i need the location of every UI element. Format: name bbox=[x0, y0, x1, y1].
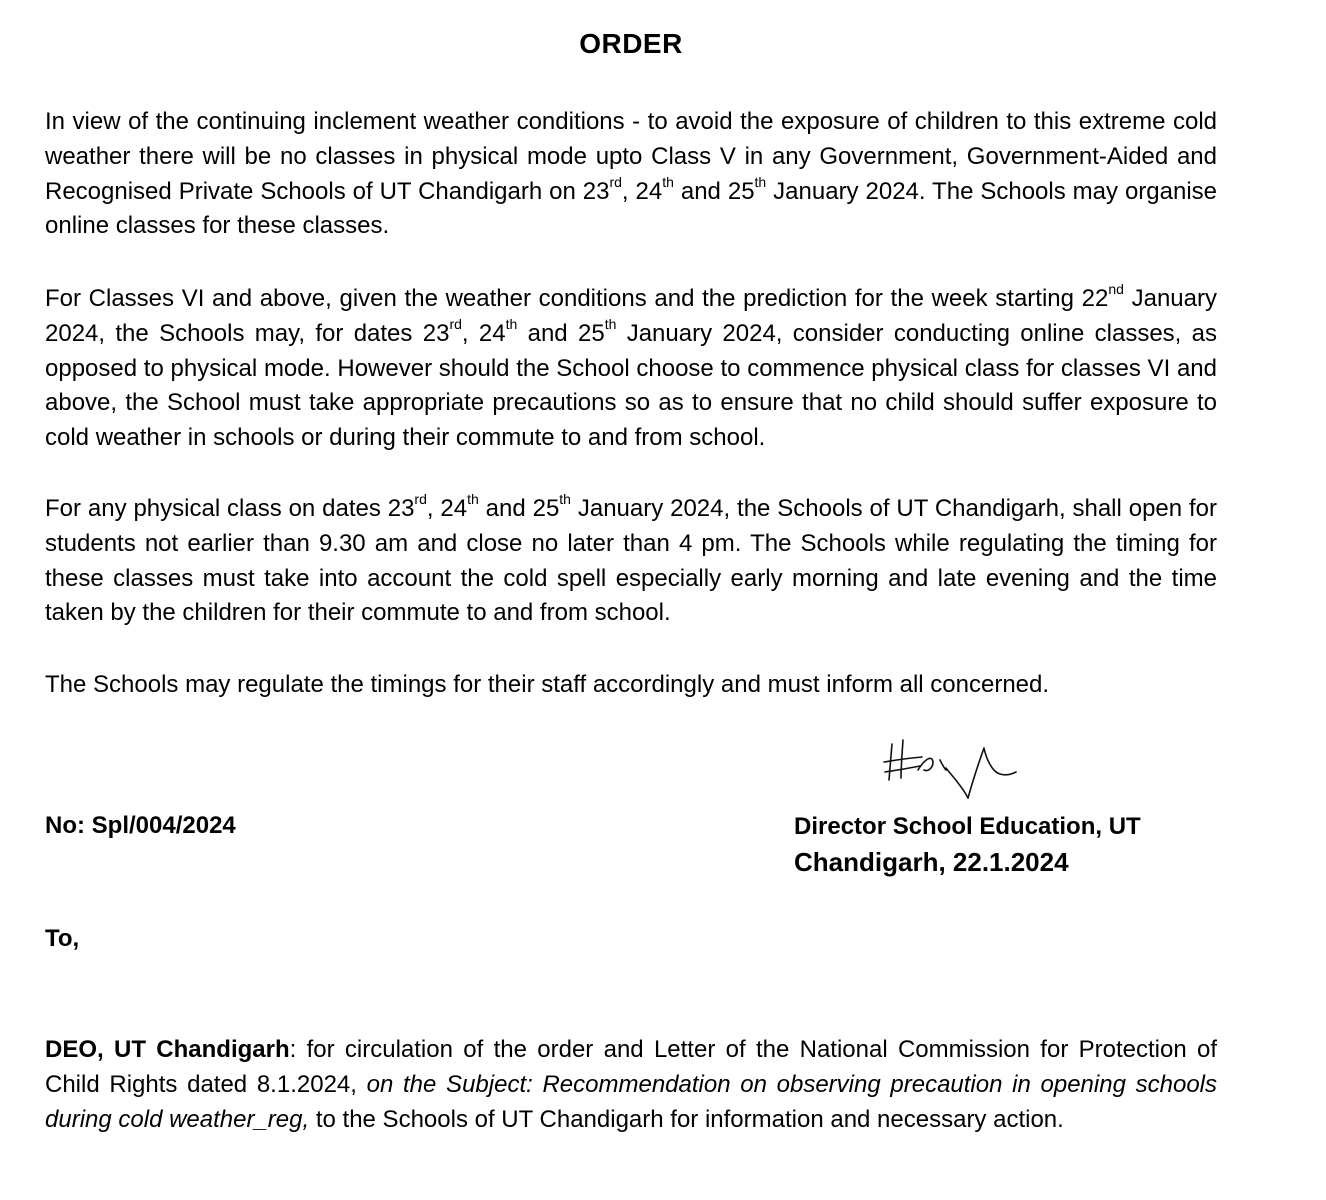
addressee: DEO, UT Chandigarh bbox=[45, 1036, 290, 1063]
paragraph-timings bbox=[45, 492, 1217, 631]
text: to the Schools of UT Chandigarh for information and necessary action. bbox=[309, 1105, 1064, 1133]
text: In view of the continuing inclement weather conditions - to avoid the exposure of children to this extreme cold weather there will be no classes in physical mode upto Class V in any Government, Government-Aided and Recognised Private Schools of UT Chandigarh on 23 bbox=[45, 108, 1217, 205]
signatory-block bbox=[794, 810, 1141, 880]
text: and 25 bbox=[478, 495, 560, 522]
text: : for circulation of the order and Letter of the National Commission for Protection of Child Rights dated 8.1.2024, bbox=[45, 1036, 1217, 1098]
superscript: th bbox=[505, 315, 518, 332]
text: , 24 bbox=[461, 319, 506, 347]
paragraph-no-physical-classes bbox=[45, 105, 1217, 244]
subject-text: on the Subject: Recommendation on observing precaution in opening schools during cold weather_reg, bbox=[45, 1070, 1217, 1133]
text: January 2024, the Schools of UT Chandigarh, shall open for students not earlier than 9.30 am and close no later than 4 pm. The Schools while regulating the timing for these classes must take into account the cold spell especially early morning and late evening and the time taken by the children for their commute to and from school. bbox=[45, 495, 1217, 627]
signatory-place-date: Chandigarh, 22.1.2024 bbox=[794, 847, 1069, 877]
paragraph-classes-vi-above bbox=[45, 282, 1217, 456]
signature bbox=[880, 730, 1020, 805]
text: For any physical class on dates 23 bbox=[45, 495, 415, 522]
page-title: ORDER bbox=[579, 28, 683, 59]
text: January 2024. The Schools may organise online classes for these classes. bbox=[45, 177, 1218, 240]
superscript: nd bbox=[1108, 281, 1124, 297]
text: and 25 bbox=[517, 319, 605, 347]
reference-number: No: Spl/004/2024 bbox=[45, 812, 236, 839]
superscript: th bbox=[467, 491, 479, 507]
text: and 25 bbox=[673, 177, 755, 205]
text: For Classes VI and above, given the weather conditions and the prediction for the week starting 22 bbox=[45, 285, 1109, 312]
text: January 2024, consider conducting online classes, as opposed to physical mode. However should the School choose to commence physical class for classes VI and above, the School must take appropriate precautions so as to ensure that no child should suffer exposure to cold weather in schools or during their commute to and from school. bbox=[45, 319, 1218, 452]
paragraph-circulation bbox=[45, 1033, 1217, 1137]
text: January 2024, the Schools may, for dates 23 bbox=[45, 285, 1217, 347]
superscript: th bbox=[559, 491, 571, 507]
signatory-title: Director School Education, UT bbox=[794, 813, 1141, 840]
superscript: th bbox=[604, 315, 617, 332]
superscript: rd bbox=[414, 491, 427, 507]
superscript: rd bbox=[449, 315, 462, 332]
superscript: th bbox=[754, 173, 767, 190]
superscript: rd bbox=[609, 173, 622, 190]
text: , 24 bbox=[621, 177, 663, 205]
paragraph-staff-timings: The Schools may regulate the timings for their staff accordingly and must inform all concerned. bbox=[45, 671, 1050, 698]
superscript: th bbox=[662, 173, 674, 190]
text: , 24 bbox=[426, 495, 468, 522]
addressee-label: To, bbox=[45, 925, 80, 952]
